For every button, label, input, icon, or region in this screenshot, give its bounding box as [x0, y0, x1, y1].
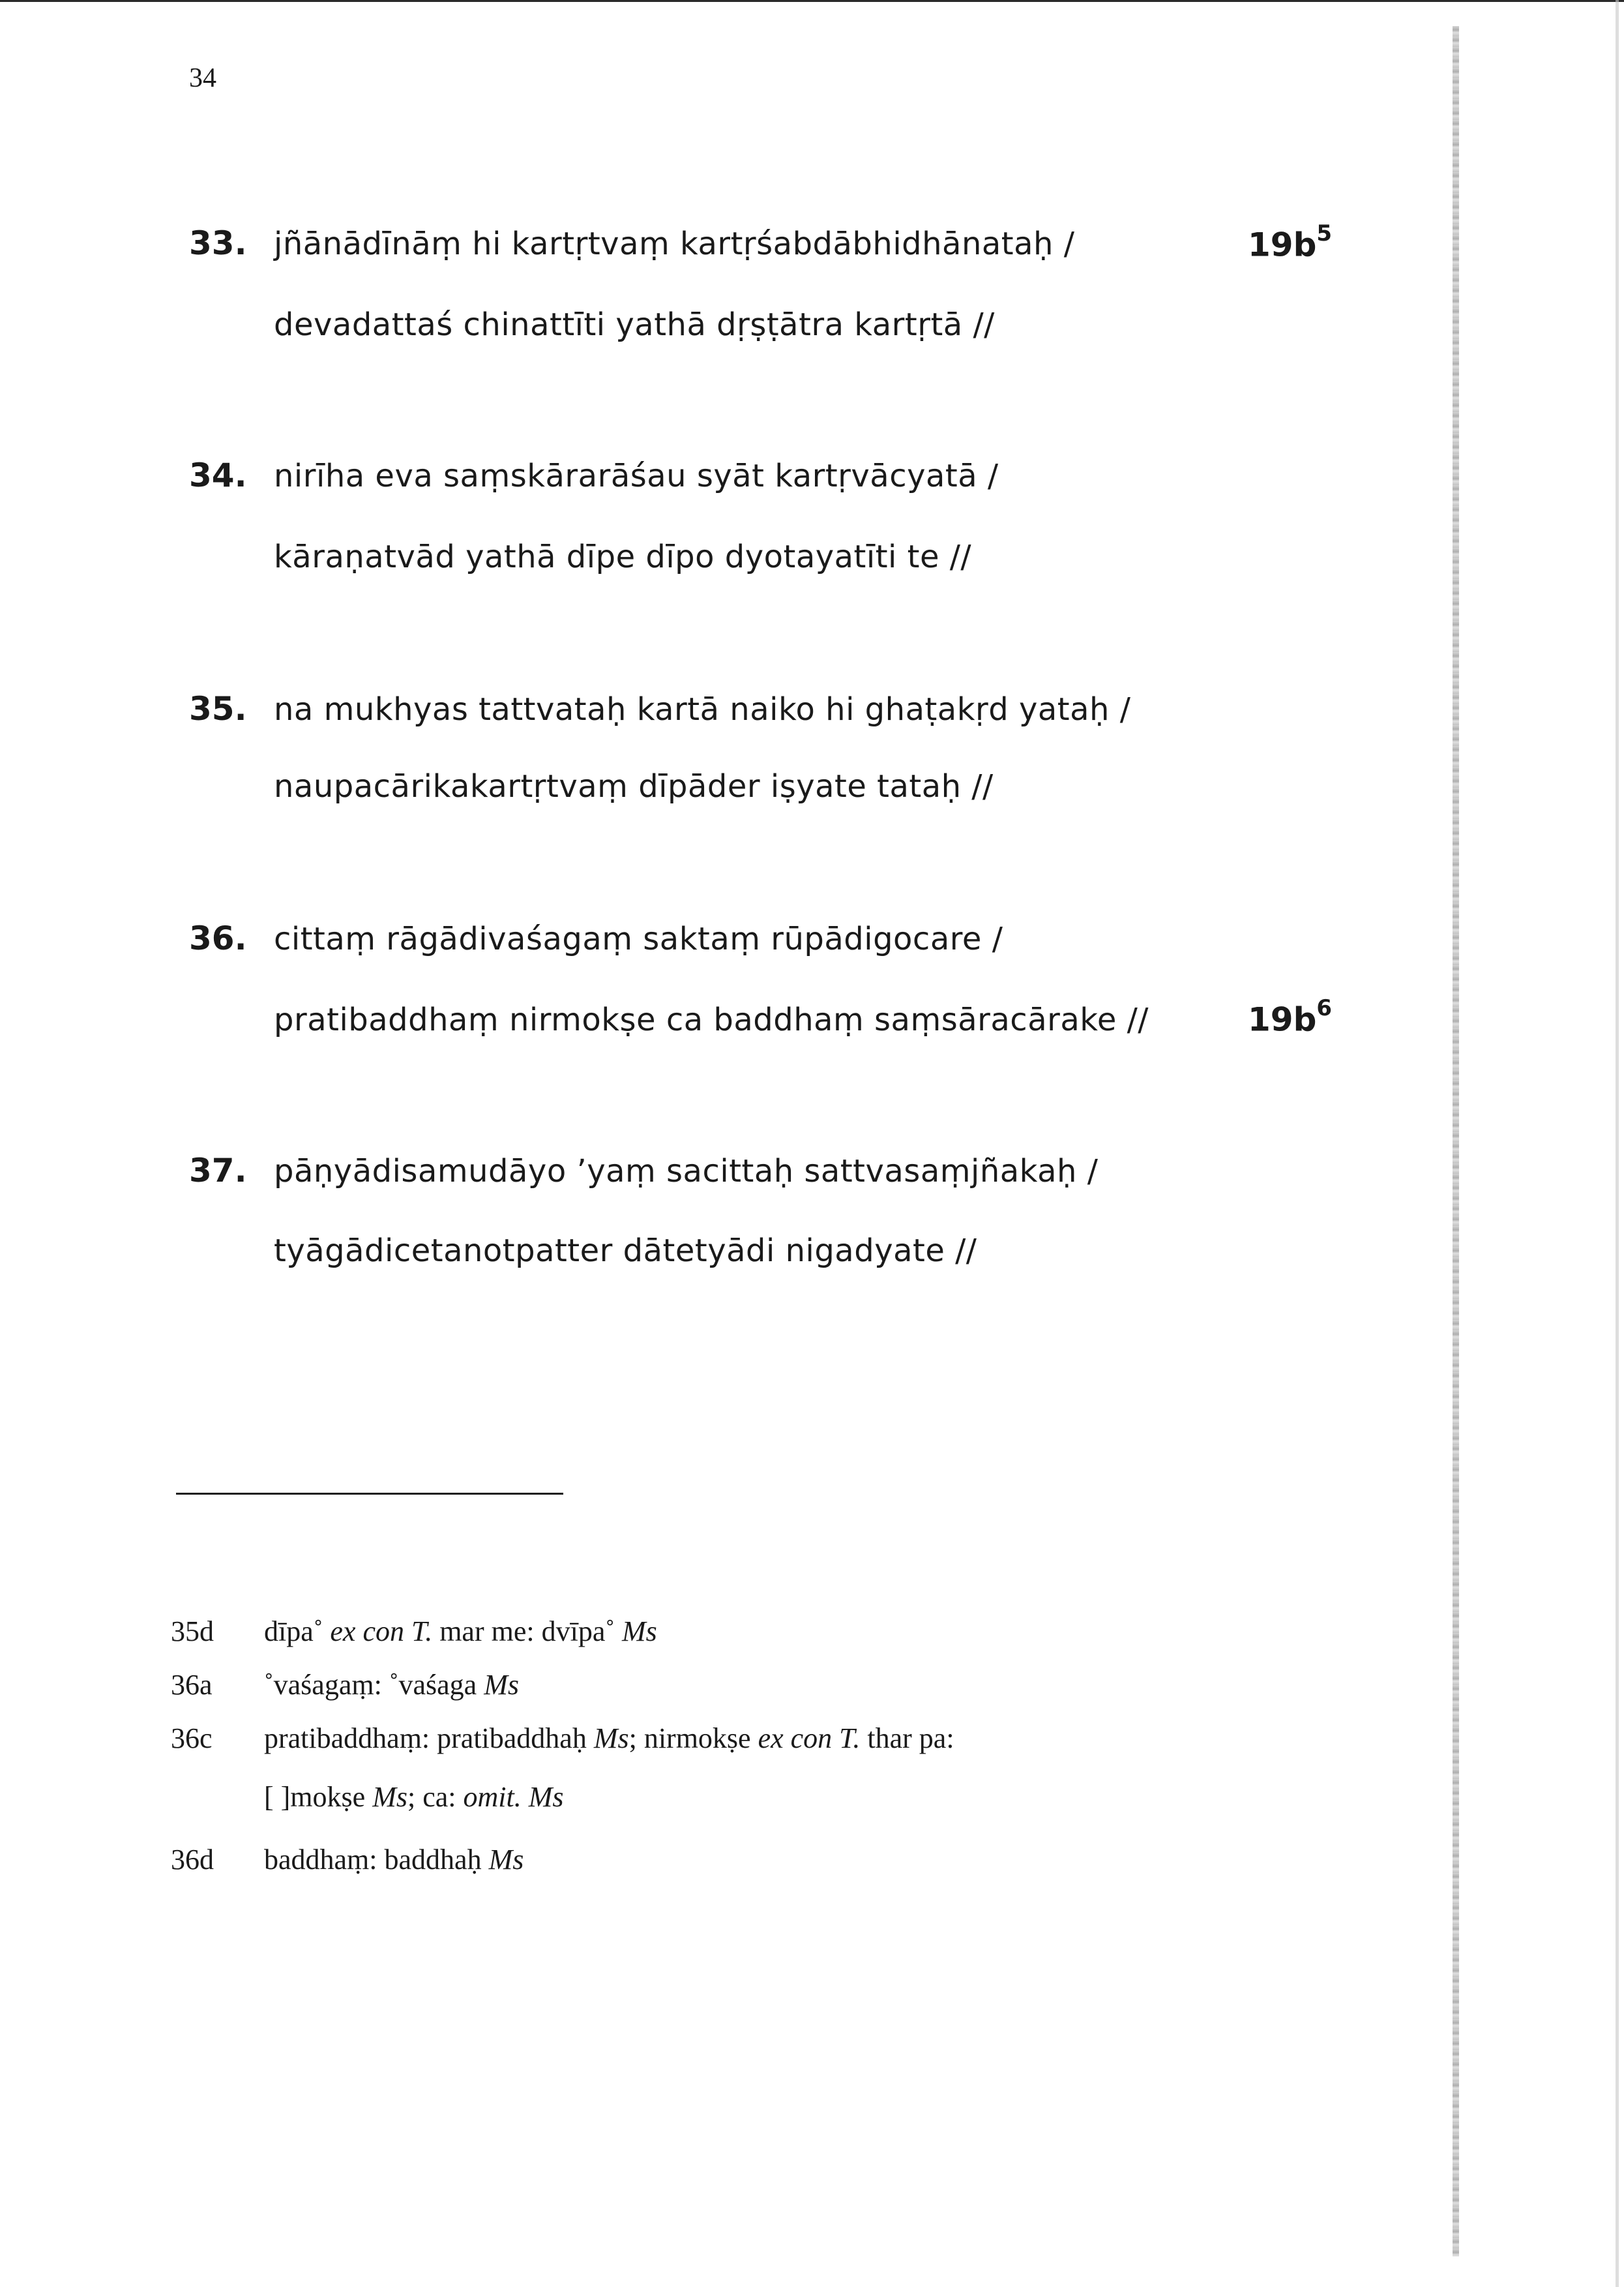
footnote-text [264, 1722, 954, 1755]
footnote-segment: ; ca: [407, 1781, 464, 1813]
footnote-siglum: Ms [593, 1722, 629, 1754]
footnote-segment: pratibaddhaṃ: pratibaddhaḥ [264, 1722, 594, 1754]
footnote-text [264, 1780, 564, 1814]
footnote-siglum: ex con T. [758, 1722, 861, 1754]
footnote-text [264, 1843, 524, 1876]
verse-number: 37. [189, 1152, 247, 1189]
footnote-label: 36c [171, 1722, 213, 1754]
verse-number: 35. [189, 690, 247, 728]
folio-reference [1248, 220, 1333, 264]
verse-line-2: tyāgādicetanotpatter dātetyādi nigadyate // [274, 1233, 977, 1269]
footnote-siglum: Ms [484, 1669, 519, 1701]
footnote-siglum: Ms [528, 1781, 564, 1813]
verse-line-1: jñānādīnāṃ hi kartṛtvaṃ kartṛśabdābhidhānataḥ / [274, 226, 1075, 262]
footnote-text [264, 1668, 519, 1701]
verse-number: 34. [189, 456, 247, 494]
footnote-segment: dīpa˚ [264, 1615, 331, 1647]
footnote-siglum: Ms [622, 1615, 657, 1647]
footnote-label: 36a [171, 1669, 213, 1701]
footnote-label: 36d [171, 1844, 214, 1876]
verse-line-2: pratibaddhaṃ nirmokṣe ca baddhaṃ saṃsāracārake // [274, 1002, 1149, 1038]
verse-number: 33. [189, 224, 247, 262]
footnote-segment: ˚vaśagaṃ: ˚vaśaga [264, 1669, 484, 1701]
verse-line-1: nirīha eva saṃskārarāśau syāt kartṛvācyatā / [274, 458, 999, 494]
footnote-siglum: Ms [488, 1844, 524, 1876]
page-edge-scan-artifact [1453, 26, 1459, 2256]
verse-line-2: kāraṇatvād yathā dīpe dīpo dyotayatīti te // [274, 539, 972, 575]
footnote-segment [522, 1781, 529, 1813]
folio-superscript: 6 [1316, 995, 1333, 1021]
verse-line-2: naupacārikakartṛtvaṃ dīpāder iṣyate tataḥ // [274, 768, 994, 805]
verse-line-2: devadattaś chinattīti yathā dṛṣṭātra kartṛtā // [274, 306, 995, 343]
footnote-segment: mar me: dvīpa˚ [432, 1615, 622, 1647]
footnote-label: 35d [171, 1615, 214, 1647]
footnote-text [264, 1615, 657, 1648]
page-edge-shadow [1616, 0, 1619, 2287]
footnote-segment: thar pa: [860, 1722, 954, 1754]
footnote-segment: baddhaṃ: baddhaḥ [264, 1844, 489, 1876]
footnote-siglum: Ms [372, 1781, 407, 1813]
footnote-segment: [ ]mokṣe [264, 1781, 373, 1813]
footnote-siglum: omit. [463, 1781, 522, 1813]
folio-main: 19b [1248, 226, 1317, 264]
top-border [0, 0, 1624, 2]
verse-number: 36. [189, 919, 247, 957]
folio-reference [1248, 995, 1333, 1039]
footnote-siglum: ex con T. [330, 1615, 433, 1647]
footnote-separator [176, 1493, 563, 1495]
folio-superscript: 5 [1316, 220, 1333, 247]
footnote-segment: ; nirmokṣe [628, 1722, 758, 1754]
verse-line-1: cittaṃ rāgādivaśagaṃ saktaṃ rūpādigocare / [274, 921, 1003, 957]
folio-main: 19b [1248, 1000, 1317, 1039]
verse-line-1: pāṇyādisamudāyo ’yaṃ sacittaḥ sattvasaṃjñakaḥ / [274, 1153, 1099, 1189]
verse-line-1: na mukhyas tattvataḥ kartā naiko hi ghaṭakṛd yataḥ / [274, 691, 1131, 728]
page-number: 34 [189, 63, 216, 93]
